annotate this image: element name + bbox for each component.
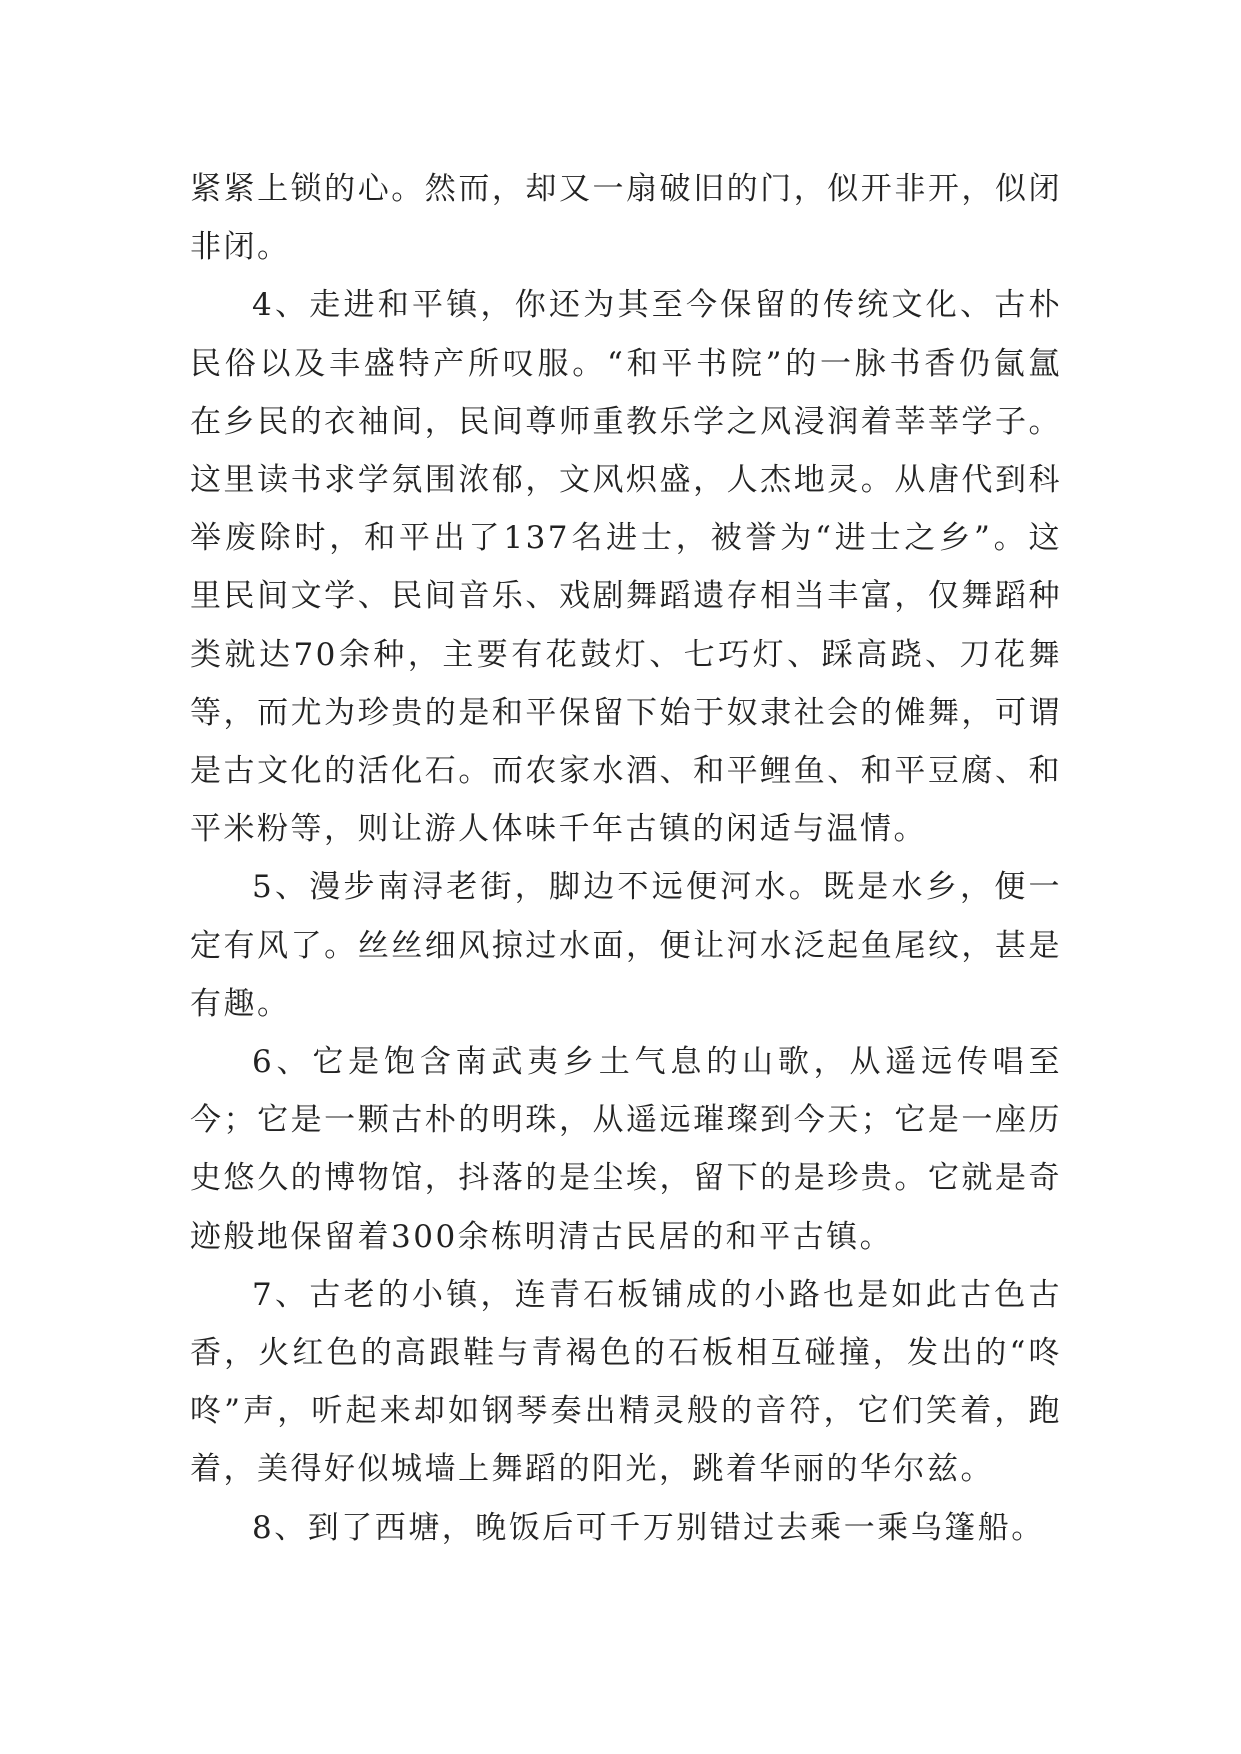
paragraph-4: 4、走进和平镇，你还为其至今保留的传统文化、古朴民俗以及丰盛特产所叹服。“和平书院”的一脉书香仍氤氲在乡民的衣袖间，民间尊师重教乐学之风浸润着莘莘学子。这里读书求学氛围浓郁，文风炽盛，人杰地灵。从唐代到科举废除时，和平出了137名进士，被誉为“进士之乡”。这里民间文学、民间音乐、戏剧舞蹈遗存相当丰富，仅舞蹈种类就达70余种，主要有花鼓灯、七巧灯、踩高跷、刀花舞等，而尤为珍贵的是和平保留下始于奴隶社会的傩舞，可谓是古文化的活化石。而农家水酒、和平鲤鱼、和平豆腐、和平米粉等，则让游人体味千年古镇的闲适与温情。 (190, 287, 1062, 848)
paragraph-8: 8、到了西塘，晚饭后可千万别错过去乘一乘乌篷船。 (252, 1509, 1045, 1546)
paragraph-5: 5、漫步南浔老街，脚边不远便河水。既是水乡，便一定有风了。丝丝细风掠过水面，便让河水泛起鱼尾纹，甚是有趣。 (190, 869, 1062, 1022)
paragraph-7: 7、古老的小镇，连青石板铺成的小路也是如此古色古香，火红色的高跟鞋与青褐色的石板相互碰撞，发出的“咚咚”声，听起来却如钢琴奏出精灵般的音符，它们笑着，跑着，美得好似城墙上舞蹈的阳光，跳着华丽的华尔兹。 (190, 1276, 1062, 1488)
paragraph-6: 6、它是饱含南武夷乡土气息的山歌，从遥远传唱至今；它是一颗古朴的明珠，从遥远璀璨到今天；它是一座历史悠久的博物馆，抖落的是尘埃，留下的是珍贵。它就是奇迹般地保留着300余栋明清古民居的和平古镇。 (190, 1044, 1062, 1255)
paragraph-continuation: 紧紧上锁的心。然而，却又一扇破旧的门，似开非开，似闭非闭。 (190, 171, 1062, 266)
article-body (190, 160, 1062, 1557)
